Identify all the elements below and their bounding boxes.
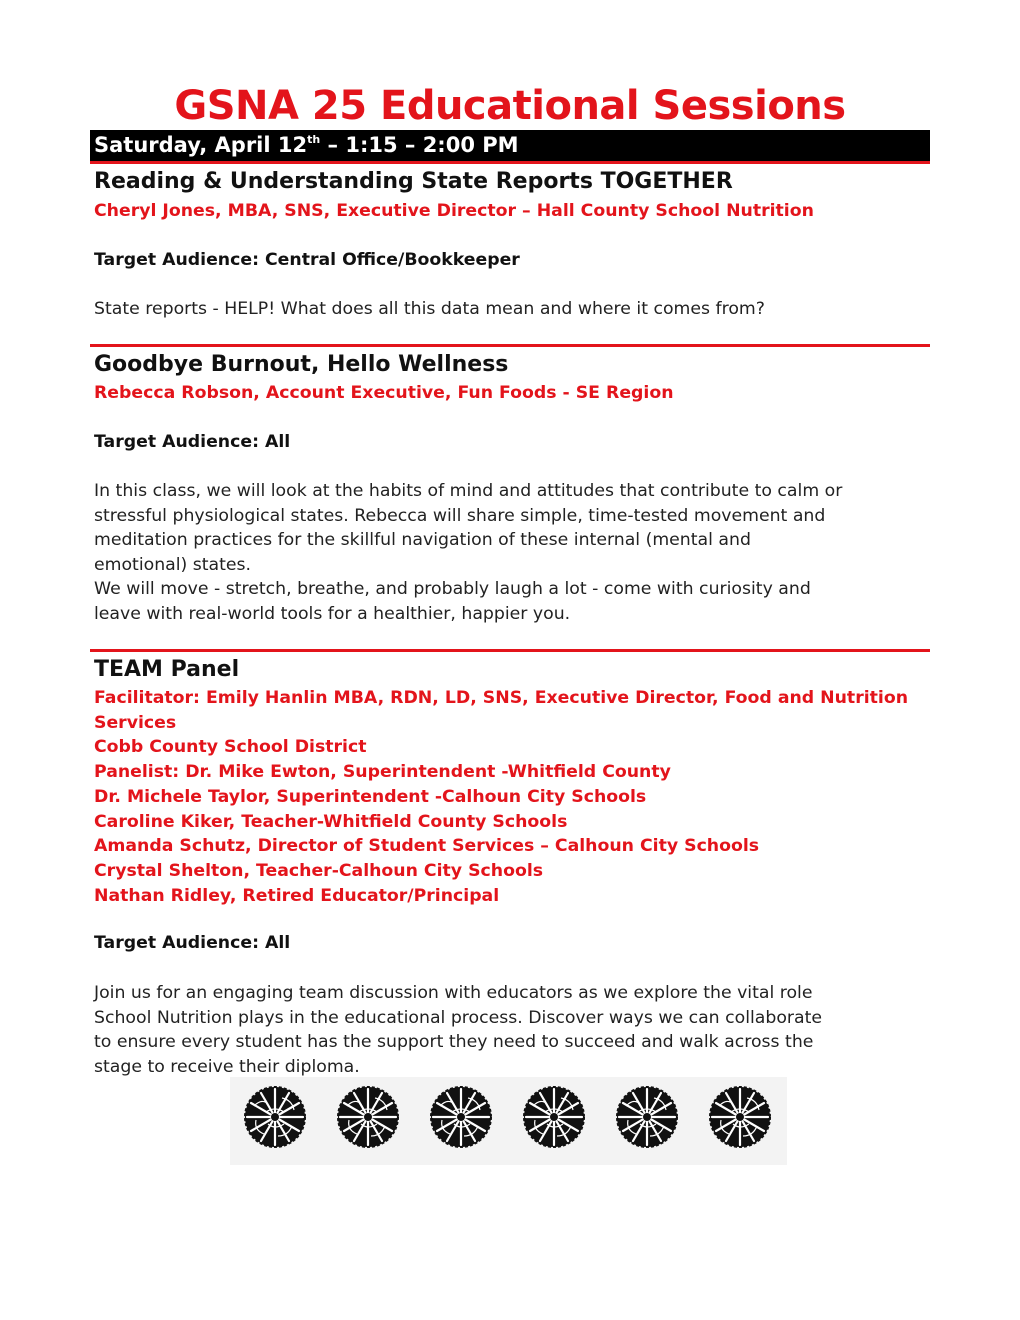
description-line: We will move - stretch, breathe, and probably laugh a lot - come with curiosity and <box>94 579 811 599</box>
description-line: to ensure every student has the support they need to succeed and walk across the <box>94 1032 814 1052</box>
session-title: Goodbye Burnout, Hello Wellness <box>94 352 509 377</box>
date-prefix: Saturday, April 12 <box>94 133 308 157</box>
date-bar <box>90 130 930 164</box>
pom-pom-icon <box>521 1084 587 1150</box>
session-presenters <box>94 381 674 406</box>
session-presenters <box>94 686 908 908</box>
presenter-line: Amanda Schutz, Director of Student Services – Calhoun City Schools <box>94 836 760 857</box>
pom-pom-icon <box>242 1084 308 1150</box>
page-title: GSNA 25 Educational Sessions <box>174 83 846 129</box>
section-divider <box>90 344 930 347</box>
presenter-line: Cheryl Jones, MBA, SNS, Executive Director – Hall County School Nutrition <box>94 201 814 221</box>
session-description <box>94 297 924 322</box>
pom-pom-icon <box>428 1084 494 1150</box>
description-line: Join us for an engaging team discussion with educators as we explore the vital role <box>94 983 813 1003</box>
description-line: stressful physiological states. Rebecca will share simple, time-tested movement and <box>94 505 826 526</box>
presenter-line: Caroline Kiker, Teacher-Whitfield County Schools <box>94 811 568 832</box>
date-ordinal: th <box>307 133 321 146</box>
session-audience: Target Audience: All <box>94 432 291 452</box>
presenter-line: Nathan Ridley, Retired Educator/Principal <box>94 885 500 906</box>
session-title: TEAM Panel <box>94 657 240 682</box>
description-line: leave with real-world tools for a healthier, happier you. <box>94 603 571 624</box>
description-line: School Nutrition plays in the educational process. Discover ways we can collaborate <box>94 1007 823 1028</box>
section-divider <box>90 649 930 652</box>
pom-pom-icon <box>335 1084 401 1150</box>
session-description <box>94 479 924 626</box>
session-description <box>94 981 924 1079</box>
session-title: Reading & Understanding State Reports TOGETHER <box>94 169 733 194</box>
description-line: State reports - HELP! What does all this data mean and where it comes from? <box>94 299 765 319</box>
presenter-line: Facilitator: Emily Hanlin MBA, RDN, LD, SNS, Executive Director, Food and Nutrition <box>94 688 908 708</box>
presenter-line: Rebecca Robson, Account Executive, Fun Foods - SE Region <box>94 383 674 403</box>
presenter-line: Crystal Shelton, Teacher-Calhoun City Schools <box>94 860 544 881</box>
session-presenters <box>94 199 814 224</box>
pom-pom-icon <box>614 1084 680 1150</box>
description-line: emotional) states. <box>94 554 252 575</box>
description-line: stage to receive their diploma. <box>94 1056 360 1077</box>
description-line: meditation practices for the skillful navigation of these internal (mental and <box>94 530 751 550</box>
presenter-line: Services <box>94 712 177 733</box>
presenter-line: Dr. Michele Taylor, Superintendent -Calhoun City Schools <box>94 786 647 807</box>
presenter-line: Panelist: Dr. Mike Ewton, Superintendent -Whitfield County <box>94 762 671 783</box>
pom-pom-icon <box>707 1084 773 1150</box>
description-line: In this class, we will look at the habits of mind and attitudes that contribute to calm or <box>94 481 843 501</box>
session-audience: Target Audience: All <box>94 933 291 953</box>
date-suffix: – 1:15 – 2:00 PM <box>320 133 519 157</box>
presenter-line: Cobb County School District <box>94 737 367 758</box>
session-audience: Target Audience: Central Office/Bookkeeper <box>94 250 520 270</box>
pom-pom-strip <box>230 1077 787 1165</box>
